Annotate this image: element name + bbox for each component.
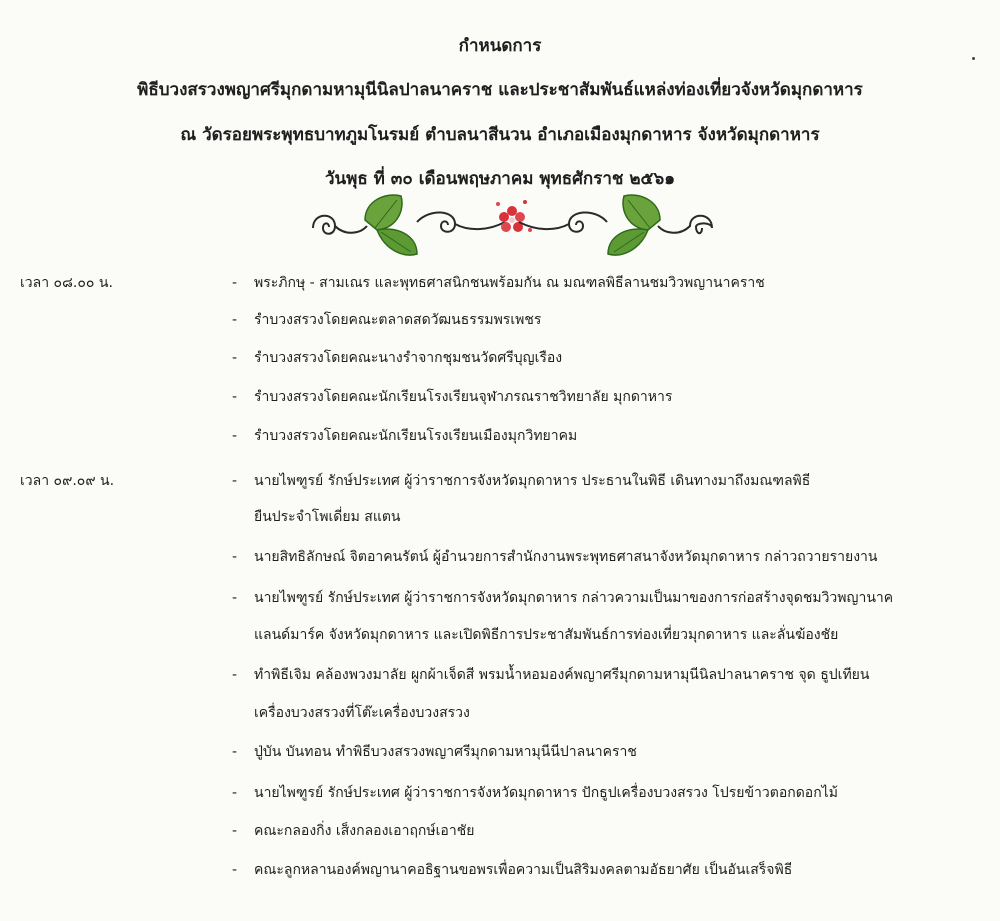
schedule-item-text: รำบวงสรวงโดยคณะนักเรียนโรงเรียนจุฬาภรณราชวิทยาลัย มุกดาหาร	[254, 389, 673, 405]
schedule-item	[232, 741, 637, 763]
schedule-item-text: นายไพฑูรย์ รักษ์ประเทศ ผู้ว่าราชการจังหวัดมุกดาหาร ปักธูปเครื่องบวงสรวง โปรยข้าวตอกดอกไม้	[254, 785, 838, 801]
schedule-item-text: นายไพฑูรย์ รักษ์ประเทศ ผู้ว่าราชการจังหวัดมุกดาหาร กล่าวความเป็นมาของการก่อสร้างจุดชมวิวพญานาค	[254, 590, 894, 606]
schedule-item	[232, 820, 474, 842]
schedule-item-text: คณะกลองกิ่ง เส็งกลองเอาฤกษ์เอาชัย	[254, 823, 475, 839]
speck-mark	[972, 57, 975, 60]
decorative-ornament	[305, 190, 720, 258]
schedule-item-continuation: เครื่องบวงสรวงที่โต๊ะเครื่องบวงสรวง	[254, 705, 470, 721]
schedule-item-text: ทำพิธีเจิม คล้องพวงมาลัย ผูกผ้าเจ็ดสี พรมน้ำหอมองค์พญาศรีมุกดามหามุนีนิลปาลนาคราช จุด ธูปเทียน	[254, 667, 870, 683]
schedule-item-text: นายสิทธิลักษณ์ จิตอาคนรัตน์ ผู้อำนวยการสำนักงานพระพุทธศาสนาจังหวัดมุกดาหาร กล่าวถวายรายงาน	[254, 549, 878, 565]
ceremony-name: พิธีบวงสรวงพญาศรีมุกดามหามุนีนิลปาลนาคราช และประชาสัมพันธ์แหล่งท่องเที่ยวจังหวัดมุกดาหาร	[137, 80, 863, 100]
time-label-0909: เวลา ๐๙.๐๙ น.	[20, 473, 115, 489]
schedule-item-continuation: ยืนประจำโพเดี่ยม สแตน	[254, 509, 401, 525]
schedule-item-text: พระภิกษุ - สามเณร และพุทธศาสนิกชนพร้อมกัน ณ มณฑลพิธีลานชมวิวพญานาคราช	[254, 275, 765, 291]
flower-icon	[496, 200, 532, 232]
bullet-dash: -	[232, 428, 238, 444]
bullet-dash: -	[232, 785, 238, 801]
time-label-0800: เวลา ๐๘.๐๐ น.	[20, 275, 113, 291]
schedule-item	[232, 782, 838, 804]
bullet-dash: -	[232, 549, 238, 565]
bullet-dash: -	[232, 667, 238, 683]
schedule-item	[232, 587, 893, 609]
schedule-item-text: ปู่บัน บันทอน ทำพิธีบวงสรวงพญาศรีมุกดามหามุนีนีปาลนาคราช	[254, 744, 637, 760]
schedule-item-continuation: แลนด์มาร์ค จังหวัดมุกดาหาร และเปิดพิธีการประชาสัมพันธ์การท่องเที่ยวมุกดาหาร และลั่นฆ้องชัย	[254, 627, 839, 643]
schedule-item	[232, 664, 869, 686]
bullet-dash: -	[232, 389, 238, 405]
schedule-item-text: รำบวงสรวงโดยคณะตลาดสดวัฒนธรรมพรเพชร	[254, 312, 542, 328]
title: กำหนดการ	[458, 36, 542, 56]
venue-line: ณ วัดรอยพระพุทธบาทภูมโนรมย์ ตำบลนาสีนวน อำเภอเมืองมุกดาหาร จังหวัดมุกดาหาร	[180, 125, 820, 145]
bullet-dash: -	[232, 275, 238, 291]
schedule-item-text: รำบวงสรวงโดยคณะนางรำจากชุมชนวัดศรีบุญเรือง	[254, 350, 563, 366]
schedule-item-text: คณะลูกหลานองค์พญานาคอธิฐานขอพรเพื่อความเป็นสิริมงคลตามอัธยาศัย เป็นอันเสร็จพิธี	[254, 862, 793, 878]
bullet-dash: -	[232, 473, 238, 489]
schedule-item	[232, 309, 541, 331]
schedule-item	[232, 859, 792, 881]
schedule-item-text: นายไพฑูรย์ รักษ์ประเทศ ผู้ว่าราชการจังหวัดมุกดาหาร ประธานในพิธี เดินทางมาถึงมณฑลพิธี	[254, 473, 811, 489]
bullet-dash: -	[232, 744, 238, 760]
schedule-item	[232, 272, 765, 294]
bullet-dash: -	[232, 590, 238, 606]
bullet-dash: -	[232, 350, 238, 366]
schedule-item	[232, 470, 810, 492]
bullet-dash: -	[232, 312, 238, 328]
bullet-dash: -	[232, 823, 238, 839]
schedule-item-text: รำบวงสรวงโดยคณะนักเรียนโรงเรียนเมืองมุกวิทยาคม	[254, 428, 578, 444]
schedule-item	[232, 347, 562, 369]
schedule-item	[232, 386, 672, 408]
bullet-dash: -	[232, 862, 238, 878]
schedule-item	[232, 425, 577, 447]
date-line: วันพุธ ที่ ๓๐ เดือนพฤษภาคม พุทธศักราช ๒๕๖๑	[324, 169, 675, 189]
schedule-item	[232, 546, 877, 568]
